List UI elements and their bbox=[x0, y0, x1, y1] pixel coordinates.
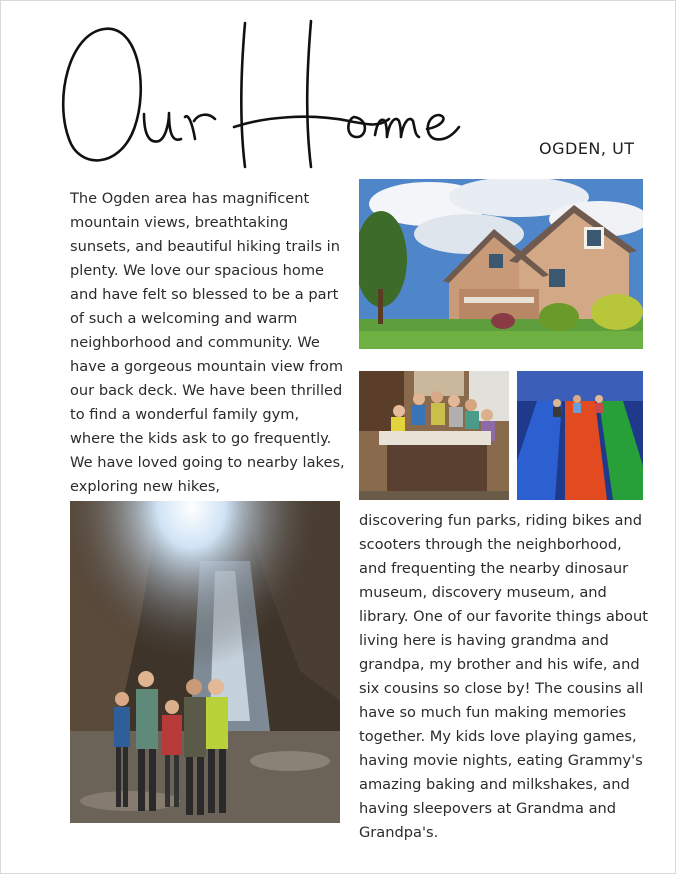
page-title bbox=[49, 9, 489, 179]
slides-photo bbox=[517, 371, 643, 500]
location-label: OGDEN, UT bbox=[539, 139, 635, 158]
body-text-column-2: discovering fun parks, riding bikes and scooters through the neighborhood, and frequenting the nearby dinosaur museum, discovery museum, and library. One of our favorite things about living here is having grandma and grandpa, my brother and his wife, and six cousins so close by! The cousins all have so much fun making memories together. My kids love playing games, having movie nights, eating Grammy's amazing baking and milkshakes, and having sleepovers at Grandma and Grandpa's. bbox=[359, 512, 648, 841]
waterfall-photo bbox=[70, 501, 340, 823]
family-photo bbox=[359, 371, 509, 500]
house-photo bbox=[359, 179, 643, 349]
body-text-column-1: The Ogden area has magnificent mountain views, breathtaking sunsets, and beautiful hiking trails in plenty. We love our spacious home and have felt so blessed to be a part of such a welcoming and warm neighborhood and community. We have a gorgeous mountain view from our back deck. We have been thrilled to find a wonderful family gym, where the kids ask to go frequently. We have loved going to nearby lakes, exploring new hikes, bbox=[70, 190, 345, 495]
